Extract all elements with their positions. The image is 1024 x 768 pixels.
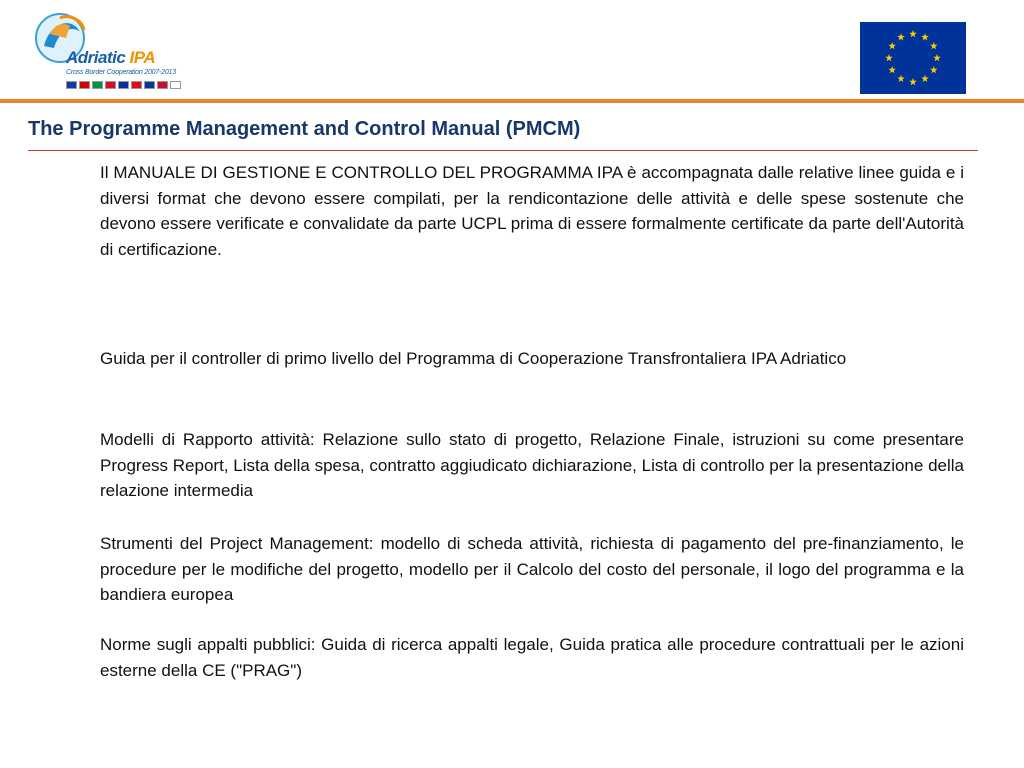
partner-flag-9 [170, 81, 181, 89]
eu-star-icon [909, 30, 917, 37]
adriatic-ipa-logo [30, 8, 180, 94]
eu-star-icon [921, 75, 929, 82]
paragraph-controller-guide: Guida per il controller di primo livello del Programma di Cooperazione Transfrontaliera IPA Adriatico [100, 349, 847, 368]
partner-flag-8 [157, 81, 168, 89]
partner-flag-2 [79, 81, 90, 89]
eu-star-icon [897, 75, 905, 82]
partner-flag-7 [144, 81, 155, 89]
header-divider [0, 99, 1024, 103]
partner-flag-5 [118, 81, 129, 89]
paragraph-pm-tools: Strumenti del Project Management: modello di scheda attività, richiesta di pagamento del pre-finanziamento, le procedure per le modifiche del progetto, modello per il Calcolo del costo del personale, il logo del programma e la bandiera europea [100, 534, 964, 604]
eu-star-icon [930, 42, 938, 49]
paragraph-procurement-rules: Norme sugli appalti pubblici: Guida di ricerca appalti legale, Guida pratica alle procedure contrattuali per le azioni esterne della CE ("PRAG") [100, 635, 964, 680]
eu-star-icon [930, 66, 938, 73]
eu-flag-icon [860, 22, 966, 94]
eu-flag [860, 22, 966, 94]
logo-wordmark: Adriatic IPA [66, 48, 156, 67]
eu-star-icon [909, 78, 917, 85]
paragraph-report-models: Modelli di Rapporto attività: Relazione sullo stato di progetto, Relazione Finale, istruzioni su come presentare Progress Report, Lista della spesa, contratto aggiudicato dichiarazione, Lista di controllo per la presentazione della relazione intermedia [100, 430, 964, 500]
eu-star-icon [933, 54, 941, 61]
partner-flag-3 [92, 81, 103, 89]
eu-star-icon [897, 33, 905, 40]
partner-flags [66, 81, 181, 89]
slide-header [0, 0, 1024, 100]
slide-title: The Programme Management and Control Manual (PMCM) [28, 118, 581, 140]
eu-star-icon [888, 66, 896, 73]
title-underline [28, 150, 978, 151]
logo-subtitle: Cross Border Cooperation 2007-2013 [66, 69, 176, 76]
eu-star-icon [888, 42, 896, 49]
partner-flag-4 [105, 81, 116, 89]
partner-flag-1 [66, 81, 77, 89]
eu-star-icon [921, 33, 929, 40]
paragraph-manual-description: Il MANUALE DI GESTIONE E CONTROLLO DEL PROGRAMMA IPA è accompagnata dalle relative linee guida e i diversi format che devono essere compilati, per la rendicontazione delle attività e delle spese sostenute che devono essere verificate e convalidate da parte UCPL prima di essere formalmente certificate da parte dell'Autorità di certificazione. [100, 163, 964, 259]
partner-flag-6 [131, 81, 142, 89]
eu-star-icon [885, 54, 893, 61]
